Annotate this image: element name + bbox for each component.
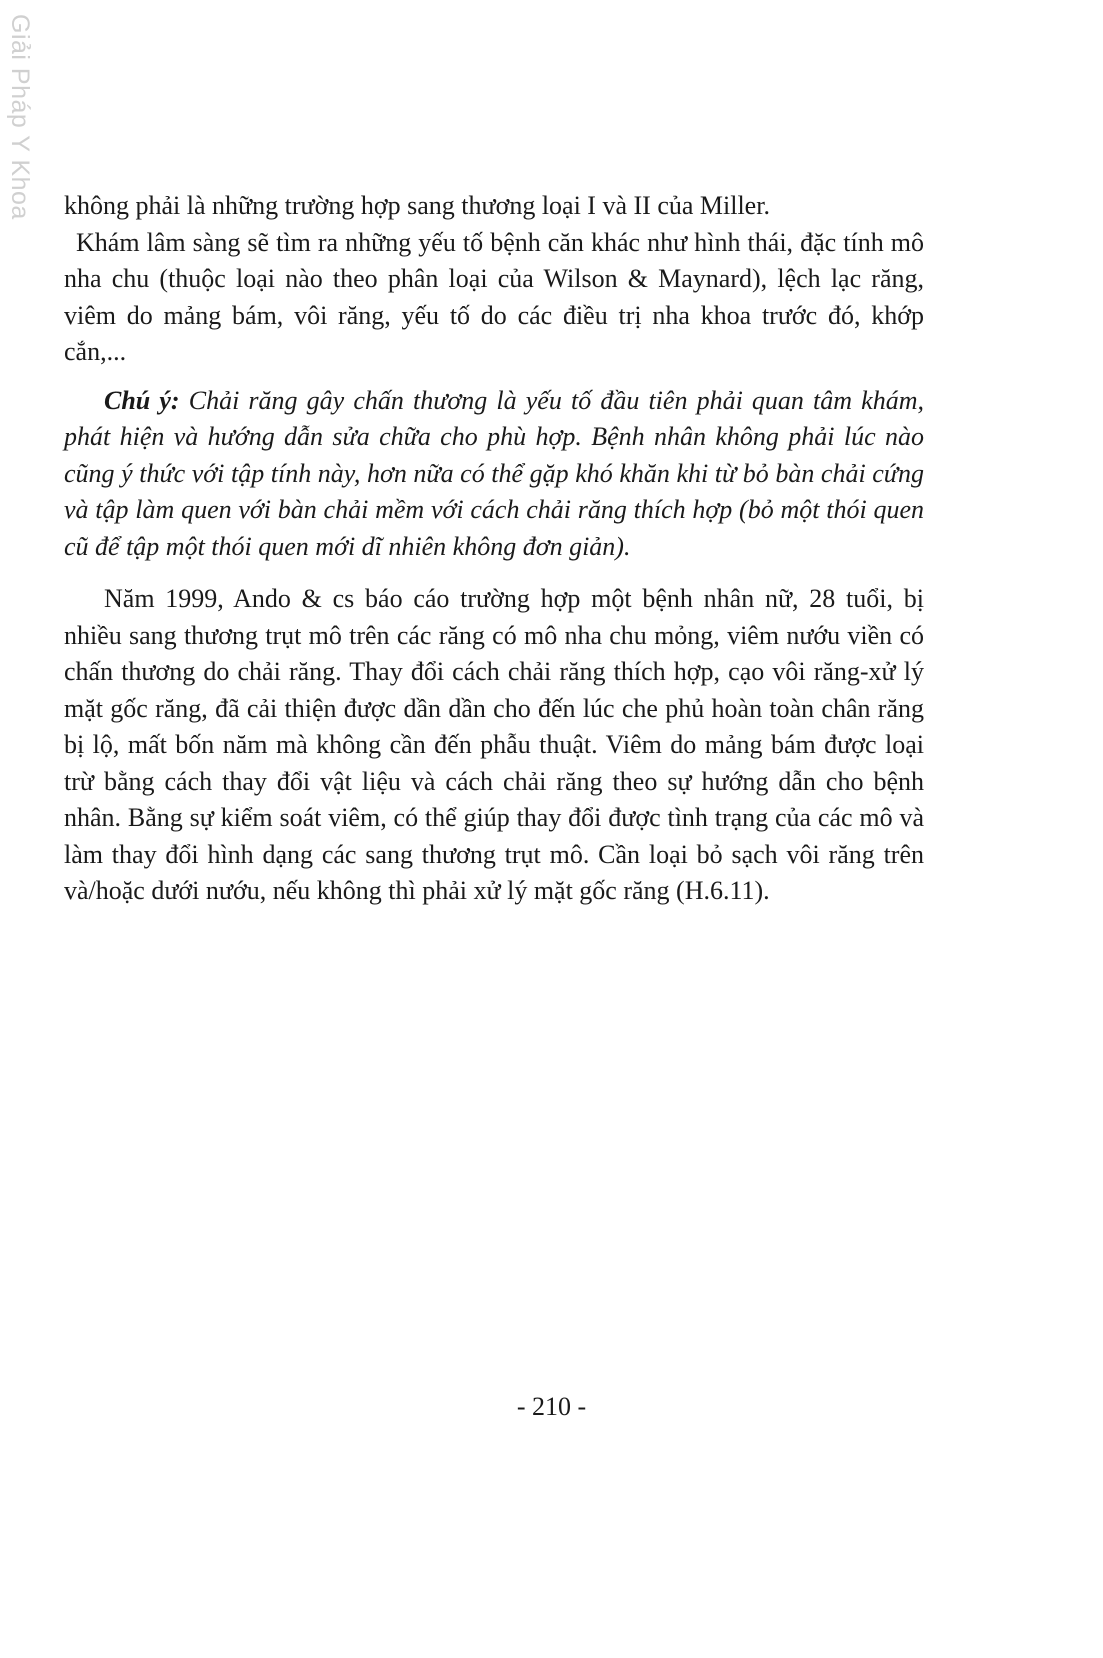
- watermark-text: Giải Pháp Y Khoa: [6, 14, 34, 220]
- paragraph-note: [64, 383, 924, 566]
- note-label: Chú ý:: [104, 385, 180, 415]
- page-body: [64, 188, 924, 910]
- paragraph-case-report: Năm 1999, Ando & cs báo cáo trường hợp một bệnh nhân nữ, 28 tuổi, bị nhiều sang thương trụt mô trên các răng có mô nha chu mỏng, viêm nướu viền có chấn thương do chải răng. Thay đổi cách chải răng thích hợp, cạo vôi răng-xử lý mặt gốc răng, đã cải thiện được dần dần cho đến lúc che phủ hoàn toàn chân răng bị lộ, mất bốn năm mà không cần đến phẫu thuật. Viêm do mảng bám được loại trừ bằng cách thay đổi vật liệu và cách chải răng theo sự hướng dẫn cho bệnh nhân. Bằng sự kiểm soát viêm, có thể giúp thay đổi được tình trạng của các mô và làm thay đổi hình dạng các sang thương trụt mô. Cần loại bỏ sạch vôi răng trên và/hoặc dưới nướu, nếu không thì phải xử lý mặt gốc răng (H.6.11).: [64, 584, 924, 905]
- paragraph-clinical-exam: Khám lâm sàng sẽ tìm ra những yếu tố bệnh căn khác như hình thái, đặc tính mô nha chu (thuộc loại nào theo phân loại của Wilson & Maynard), lệch lạc răng, viêm do mảng bám, vôi răng, yếu tố do các điều trị nha khoa trước đó, khớp cắn,...: [64, 227, 924, 366]
- paragraph-miller: không phải là những trường hợp sang thương loại I và II của Miller.: [64, 191, 770, 220]
- note-body: Chải răng gây chấn thương là yếu tố đầu tiên phải quan tâm khám, phát hiện và hướng dẫn sửa chữa cho phù hợp. Bệnh nhân không phải lúc nào cũng ý thức với tập tính này, hơn nữa có thể gặp khó khăn khi từ bỏ bàn chải cứng và tập làm quen với bàn chải mềm với cách chải răng thích hợp (bỏ một thói quen cũ để tập một thói quen mới dĩ nhiên không đơn giản).: [64, 385, 924, 561]
- page-number: - 210 -: [516, 1392, 587, 1421]
